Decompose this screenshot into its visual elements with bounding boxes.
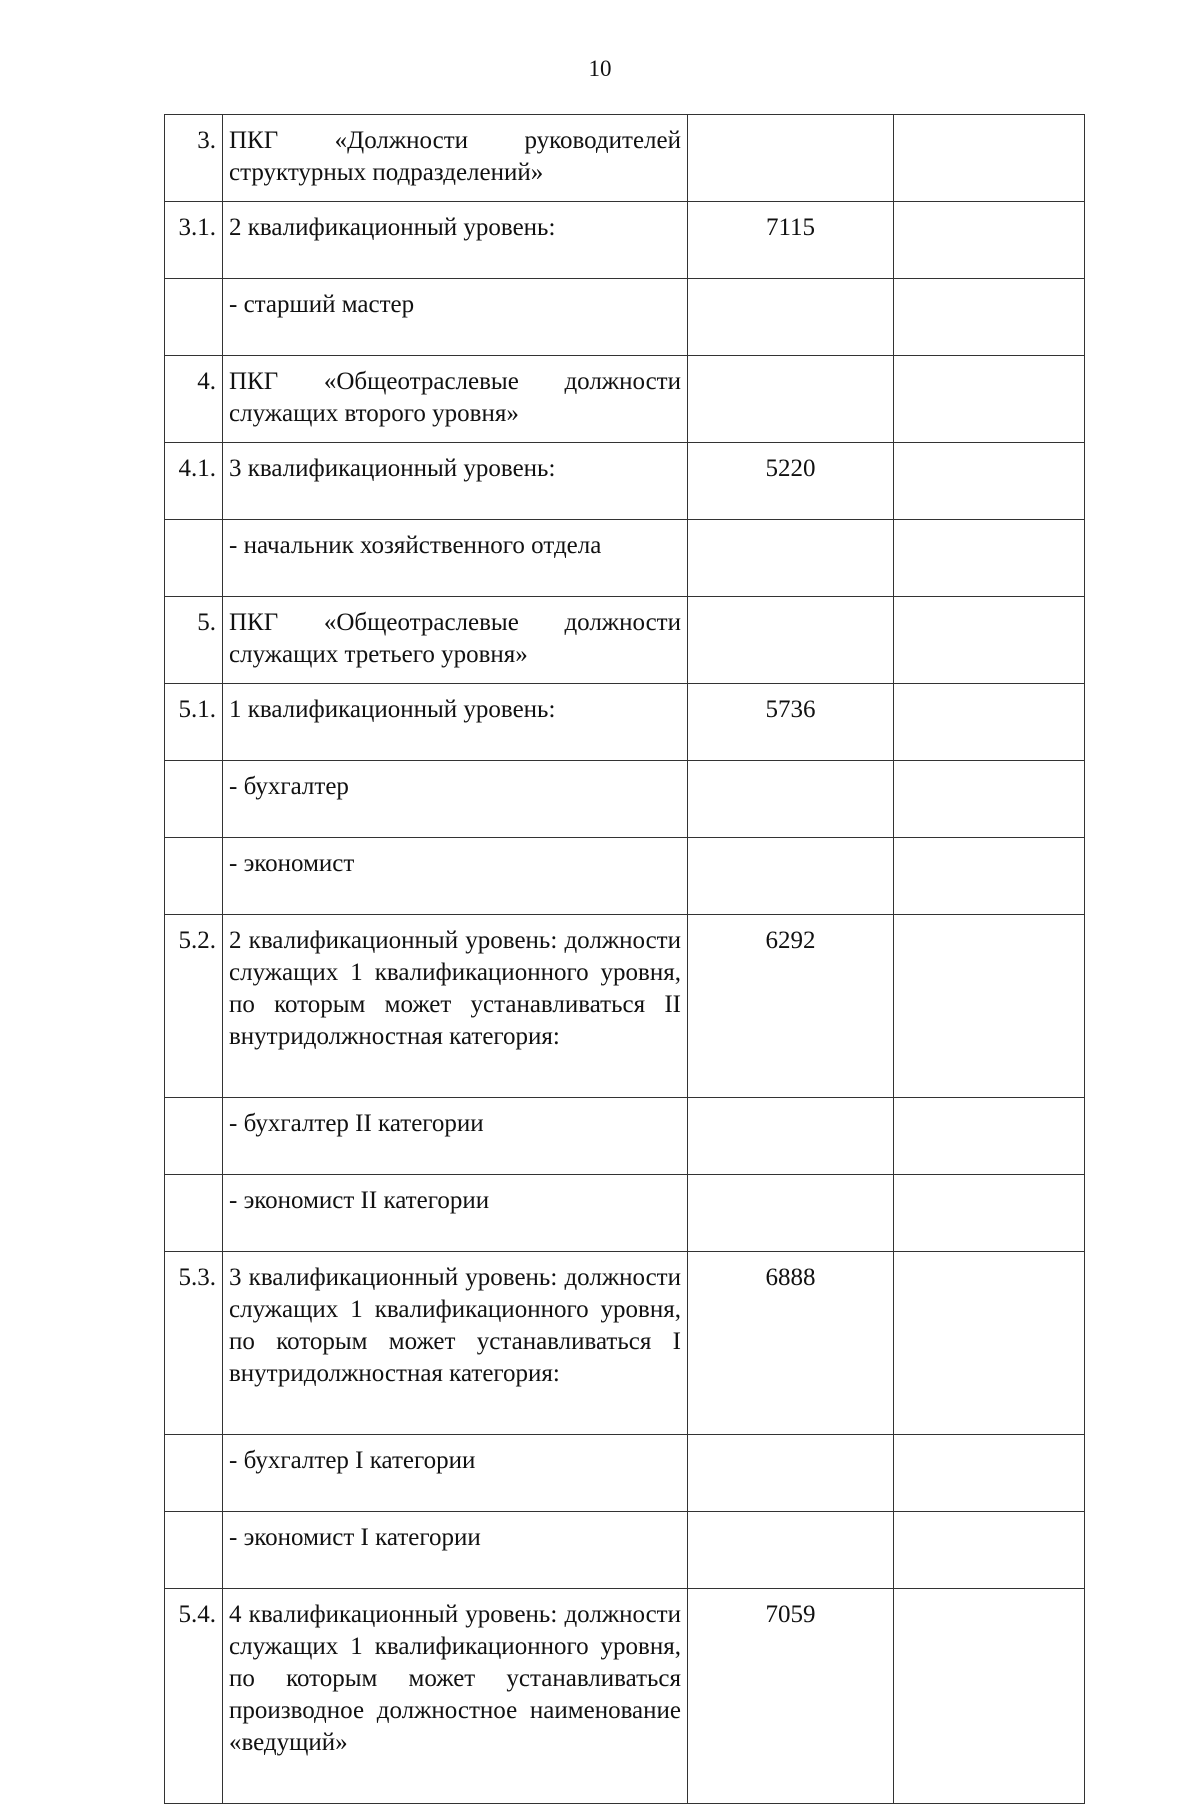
salary-value: 6292 [688, 915, 894, 1098]
position-name: - бухгалтер II категории [223, 1098, 688, 1175]
row-number: 5.2. [165, 915, 223, 1098]
row-number [165, 761, 223, 838]
position-name: 1 квалификационный уровень: [223, 684, 688, 761]
row-number [165, 1098, 223, 1175]
page-number: 10 [588, 56, 612, 81]
salary-value [688, 356, 894, 443]
table-row [165, 202, 1085, 279]
table-row [165, 1435, 1085, 1512]
table-row [165, 761, 1085, 838]
salary-value [688, 1435, 894, 1512]
salary-value: 7059 [688, 1589, 894, 1804]
row-number [165, 1435, 223, 1512]
position-name: 3 квалификационный уровень: должности служащих 1 квалификационного уровня, по которым может устанавливаться I внутридолжностная категория: [223, 1252, 688, 1435]
table-row [165, 1175, 1085, 1252]
table-row [165, 1512, 1085, 1589]
table-row [165, 356, 1085, 443]
row-number [165, 520, 223, 597]
table-row [165, 1098, 1085, 1175]
row-number: 5. [165, 597, 223, 684]
extra-cell [894, 597, 1085, 684]
salary-value: 5736 [688, 684, 894, 761]
table-row [165, 838, 1085, 915]
table-row [165, 1589, 1085, 1804]
row-number [165, 1512, 223, 1589]
row-number [165, 279, 223, 356]
extra-cell [894, 202, 1085, 279]
position-name: - бухгалтер [223, 761, 688, 838]
position-name: 3 квалификационный уровень: [223, 443, 688, 520]
extra-cell [894, 1175, 1085, 1252]
extra-cell [894, 520, 1085, 597]
extra-cell [894, 443, 1085, 520]
row-number: 3.1. [165, 202, 223, 279]
table-row [165, 684, 1085, 761]
row-number: 5.4. [165, 1589, 223, 1804]
table-row [165, 597, 1085, 684]
row-number [165, 838, 223, 915]
row-number: 4. [165, 356, 223, 443]
table-row [165, 520, 1085, 597]
position-name: 2 квалификационный уровень: [223, 202, 688, 279]
salary-value: 7115 [688, 202, 894, 279]
table-row [165, 443, 1085, 520]
row-number: 5.3. [165, 1252, 223, 1435]
position-name: ПКГ «Общеотраслевые должности служащих второго уровня» [223, 356, 688, 443]
extra-cell [894, 838, 1085, 915]
row-number: 3. [165, 115, 223, 202]
position-name: - экономист II категории [223, 1175, 688, 1252]
salary-value [688, 1098, 894, 1175]
salary-value [688, 838, 894, 915]
salary-value: 6888 [688, 1252, 894, 1435]
salary-value [688, 279, 894, 356]
position-name: - начальник хозяйственного отдела [223, 520, 688, 597]
row-number: 4.1. [165, 443, 223, 520]
extra-cell [894, 1252, 1085, 1435]
extra-cell [894, 1435, 1085, 1512]
table-row [165, 1252, 1085, 1435]
extra-cell [894, 115, 1085, 202]
position-name: 4 квалификационный уровень: должности служащих 1 квалификационного уровня, по которым может устанавливаться производное должностное наименование «ведущий» [223, 1589, 688, 1804]
salary-value [688, 520, 894, 597]
extra-cell [894, 1589, 1085, 1804]
extra-cell [894, 279, 1085, 356]
extra-cell [894, 356, 1085, 443]
position-name: - бухгалтер I категории [223, 1435, 688, 1512]
extra-cell [894, 1512, 1085, 1589]
position-name: - экономист I категории [223, 1512, 688, 1589]
position-name: ПКГ «Должности руководителей структурных подразделений» [223, 115, 688, 202]
extra-cell [894, 1098, 1085, 1175]
position-name: ПКГ «Общеотраслевые должности служащих третьего уровня» [223, 597, 688, 684]
extra-cell [894, 684, 1085, 761]
position-name: - старший мастер [223, 279, 688, 356]
table-row [165, 115, 1085, 202]
salary-value [688, 1175, 894, 1252]
salary-value [688, 115, 894, 202]
table-row [165, 279, 1085, 356]
salary-value [688, 1512, 894, 1589]
salary-value [688, 597, 894, 684]
salary-value [688, 761, 894, 838]
extra-cell [894, 915, 1085, 1098]
table-row [165, 915, 1085, 1098]
position-name: - экономист [223, 838, 688, 915]
salary-table [164, 114, 1085, 1804]
position-name: 2 квалификационный уровень: должности служащих 1 квалификационного уровня, по которым может устанавливаться II внутридолжностная категория: [223, 915, 688, 1098]
row-number: 5.1. [165, 684, 223, 761]
extra-cell [894, 761, 1085, 838]
row-number [165, 1175, 223, 1252]
salary-value: 5220 [688, 443, 894, 520]
